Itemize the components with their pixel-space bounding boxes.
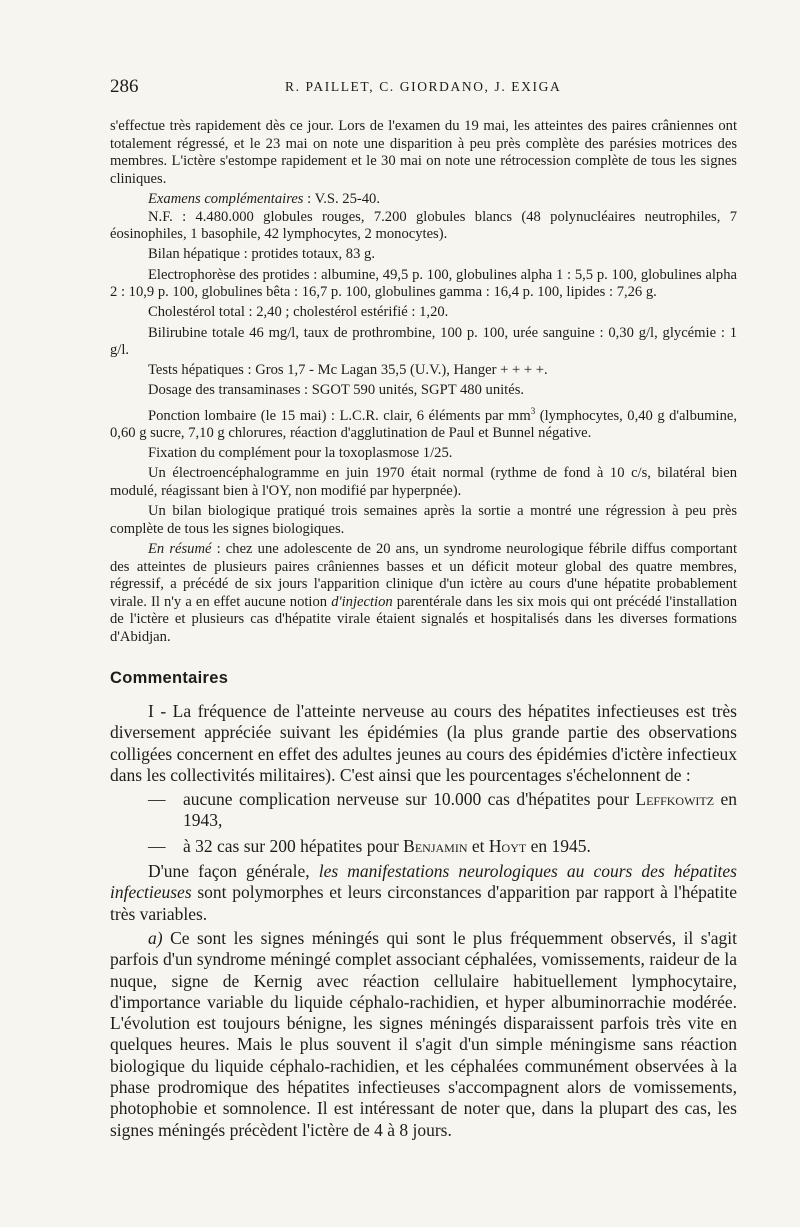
intro-paragraph: s'effectue très rapidement dès ce jour. Lors de l'examen du 19 mai, les atteintes des paires crâniennes ont totalement régressé, et le 23 mai on note une disparition à peu près complète des parésies motrices des membres. L'ictère s'estompe rapidement et le 30 mai on note une rétrocession complète de tous les signes cliniques. [110,118,737,187]
exam-transaminases: Dosage des transaminases : SGOT 590 unités, SGPT 480 unités. [148,382,525,399]
author-hoyt: Hoyt [488,835,527,856]
exam-tests-hepatiques: Tests hépatiques : Gros 1,7 - Mc Lagan 35,5 (U.V.), Hanger + + + +. [148,362,548,379]
commentaires-section [110,701,737,1144]
dash-marker: — [148,789,166,810]
running-head-authors: R. PAILLET, C. GIORDANO, J. EXIGA [285,79,562,94]
italic-emphasis: les manifestations neurologiques au cours des hépatites infectieuses [110,861,737,903]
exams-vs: : V.S. 25-40. [303,190,381,207]
page-header [110,76,738,100]
commentaire-paragraph-1: I - La fréquence de l'atteinte nerveuse au cours des hépatites infectieuses est très diversement appréciée suivant les épidémies (la plus grande partie des observations colligées concernent en effet des adultes jeunes au cours des épidémies d'ictère infectieux dans les collectivités militaires). C'est ainsi que les pourcentages s'échelonnent de : [110,701,737,785]
author-leffkowitz: Leffkowitz [635,789,715,810]
dash-item-1: — aucune complication nerveuse sur 10.000 cas d'hépatites pour Leffkowitz en 1943, [148,789,737,831]
page-number: 286 [110,76,139,97]
author-benjamin: Benjamin [403,835,468,856]
summary-label: En résumé [148,541,212,558]
exam-bilan-biologique: Un bilan biologique pratiqué trois semaines après la sortie a montré une régression à peu près complète de tous les signes biologiques. [110,503,737,537]
exam-bilirubine: Bilirubine totale 46 mg/l, taux de prothrombine, 100 p. 100, urée sanguine : 0,30 g/l, glycémie : 1 g/l. [110,324,737,359]
exams-heading: Examens complémentaires [148,190,304,207]
exam-ponction: Ponction lombaire (le 15 mai) : L.C.R. clair, 6 éléments par $mm^3$ (lymphocytes, 0,40 g d'albumine, 0,60 g sucre, 7,10 g chlorures, réaction d'agglutination de Paul et Bunnel négative. [110,405,737,442]
exam-nf: N.F. : 4.480.000 globules rouges, 7.200 globules blancs (48 polynucléaires neutrophiles, 7 éosinophiles, 1 basophile, 42 lymphocytes, 2 monocytes). [110,208,737,243]
summary-italic: d'injection [331,593,393,610]
exam-cholesterol: Cholestérol total : 2,40 ; cholestérol estérifié : 1,20. [148,304,449,321]
exams-heading-line [110,191,737,209]
dash-item-2: — à 32 cas sur 200 hépatites pour Benjamin et Hoyt en 1945. [148,835,591,856]
case-report-section [110,118,737,649]
summary-paragraph: En résumé : chez une adolescente de 20 ans, un syndrome neurologique fébrile diffus comportant des atteintes de plusieurs paires crâniennes basses et un déficit moteur global des quatre membres, régressif, a précédé de six jours l'apparition clinique d'un ictère au cours d'une hépatite probablement virale. Il n'y a en effet aucune notion d'injection parentérale dans les six mois qui ont précédé l'installation de l'ictère et plusieurs cas d'hépatite virale étaient signalés et hospitalisés dans les diverses formations d'Abidjan. [110,541,737,646]
list-label-a: a) [148,927,163,948]
section-heading-commentaires: Commentaires [110,669,229,687]
exam-fixation: Fixation du complément pour la toxoplasmose 1/25. [148,445,453,462]
dash-marker: — [148,835,166,856]
exam-eeg: Un électroencéphalogramme en juin 1970 était normal (rythme de fond à 10 c/s, bilatéral bien modulé, réagissant bien à l'OY, non modifié par hyperpnée). [110,465,737,500]
commentaire-paragraph-3: a) Ce sont les signes méningés qui sont le plus fréquemment observés, il s'agit parfois d'un syndrome méningé complet associant céphalées, vomissements, raideur de la nuque, signe de Kernig avec réaction cellulaire habituellement lymphocytaire, d'importance variable du liquide céphalo-rachidien, et hyper albuminorrachie modérée. L'évolution est toujours bénigne, les signes méningés disparaissent parfois très vite en quelques heures. Mais le plus souvent il s'agit d'un simple méningisme sans réaction biologique du liquide céphalo-rachidien, et les céphalées communément observées à la phase prodromique des hépatites infectieuses s'accompagnent alors de vomissements, photophobie et somnolence. Il est intéressant de noter que, dans la plupart des cas, les signes méningés précèdent l'ictère de 4 à 8 jours. [110,927,737,1140]
commentaire-paragraph-2: D'une façon générale, les manifestations neurologiques au cours des hépatites infectieuses sont polymorphes et leurs circonstances d'apparition par rapport à l'hépatite très variables. [110,861,737,924]
exam-bilan: Bilan hépatique : protides totaux, 83 g. [148,246,375,263]
superscript-3: 3 [530,405,536,416]
exam-electrophorese: Electrophorèse des protides : albumine, 49,5 p. 100, globulines alpha 1 : 5,5 p. 100, globulines alpha 2 : 10,9 p. 100, globulines bêta : 16,7 p. 100, globulines gamma : 16,4 p. 100, lipides : 7,26 g. [110,266,737,301]
